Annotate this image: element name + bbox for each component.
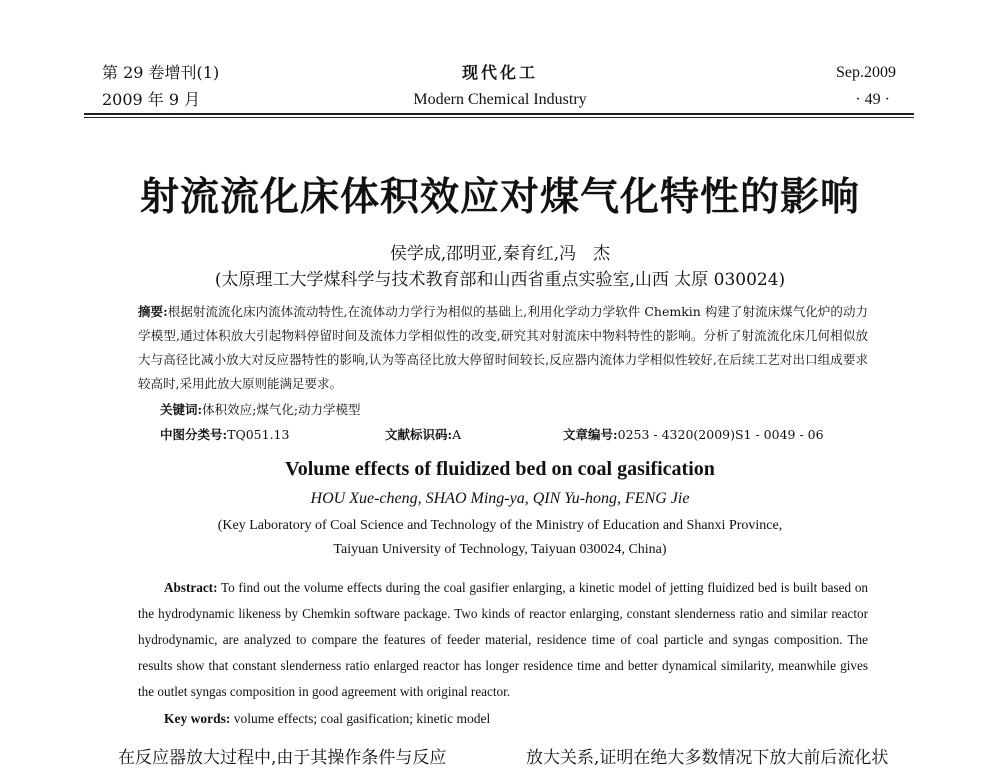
page-number: · 49 · (855, 91, 890, 108)
keywords-zh-label: 关键词: (160, 402, 203, 417)
journal-month: Sep.2009 (836, 64, 896, 81)
keywords-zh (160, 400, 361, 418)
abstract-en-text: To find out the volume effects during the coal gasifier enlarging, a kinetic model of jetting fluidized bed is built based on the hydrodynamic likeness by Chemkin software package. Two kinds of reactor enlarging, constant slenderness ratio and similar reactor hydrodynamic, are analyzed to compare the features of feeder material, residence time of coal particle and syngas composition. The results show that constant slenderness ratio enlarged reactor has longer residence time and better dynamical similarity, meanwhile gives the outlet syngas composition in good agreement with original reactor. (138, 580, 869, 699)
article-number-label: 文章编号: (563, 427, 618, 442)
abstract-zh-label: 摘要: (138, 304, 168, 319)
authors-en: HOU Xue-cheng, SHAO Ming-ya, QIN Yu-hong, FENG Jie (310, 490, 690, 507)
clc-label: 中图分类号: (160, 427, 228, 442)
body-text-right: 放大关系,证明在绝大多数情况下放大前后流化状 (526, 748, 889, 768)
journal-name-en: Modern Chemical Industry (413, 91, 587, 108)
keywords-en-text: volume effects; coal gasification; kinetic model (233, 711, 491, 726)
doc-code-value: A (452, 427, 462, 442)
abstract-en-label: Abstract: (164, 580, 218, 595)
header-rule (84, 113, 914, 115)
affiliation-en-line2: Taiyuan University of Technology, Taiyuan 030024, China) (333, 542, 667, 557)
journal-name-zh: 现代化工 (461, 63, 538, 82)
journal-date: 2009 年 9 月 (102, 90, 201, 109)
keywords-en (164, 711, 490, 727)
keywords-en-label: Key words: (164, 711, 231, 726)
affiliation-en-line1: (Key Laboratory of Coal Science and Technology of the Ministry of Education and Shanxi Province, (217, 518, 783, 533)
abstract-en (138, 575, 868, 705)
clc-value: TQ051.13 (227, 427, 290, 442)
doc-code (385, 425, 461, 443)
journal-volume: 第 29 卷增刊(1) (102, 63, 220, 82)
article-number-value: 0253 - 4320(2009)S1 - 0049 - 06 (617, 427, 824, 442)
body-text-left: 在反应器放大过程中,由于其操作条件与反应 (118, 748, 447, 768)
abstract-zh-text: 根据射流流化床内流体流动特性,在流体动力学行为相似的基础上,利用化学动力学软件 Chemkin 构建了射流床煤气化炉的动力学模型,通过体积放大引起物料停留时间及流体力学相似性的改变,研究其对射流床中物料特性的影响。分析了射流流化床几何相似放大与高径比减小放大对反应器特性的影响,认为等高径比放大停留时间较长,反应器内流体力学相似性较好,在后续工艺对出口组成要求较高时,采用此放大原则能满足要求。 (138, 304, 868, 391)
clc-number (160, 425, 289, 443)
affiliation-zh: (太原理工大学煤科学与技术教育部和山西省重点实验室,山西 太原 030024) (214, 270, 786, 290)
paper-title-en: Volume effects of fluidized bed on coal gasification (285, 458, 715, 480)
authors-zh: 侯学成,邵明亚,秦育红,冯 杰 (389, 244, 611, 264)
header-rule-thin (84, 117, 914, 118)
keywords-zh-text: 体积效应;煤气化;动力学模型 (202, 402, 361, 417)
article-number (563, 425, 824, 443)
abstract-zh (138, 300, 868, 396)
doc-code-label: 文献标识码: (385, 427, 453, 442)
paper-title-zh: 射流流化床体积效应对煤气化特性的影响 (139, 175, 860, 220)
